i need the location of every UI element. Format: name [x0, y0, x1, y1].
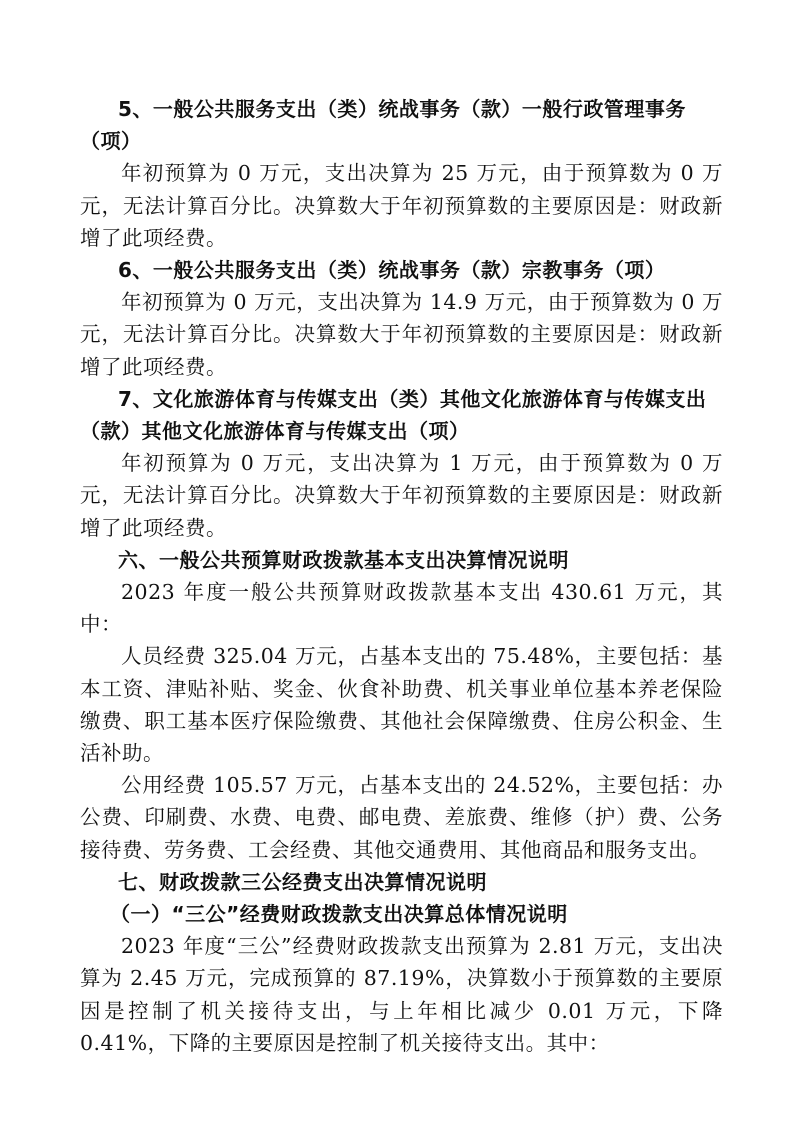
- item-5-paragraph: 年初预算为 0 万元，支出决算为 25 万元，由于预算数为 0 万元，无法计算百分比。决算数大于年初预算数的主要原因是：财政新增了此项经费。: [80, 161, 723, 250]
- section-7-title: 七、财政拨款三公经费支出决算情况说明: [118, 869, 487, 894]
- section-6-intro: 2023 年度一般公共预算财政拨款基本支出 430.61 万元，其中：: [80, 580, 723, 637]
- public-expense-paragraph: 公用经费 105.57 万元，占基本支出的 24.52%，主要包括：办公费、印刷费、水费、电费、邮电费、差旅费、维修（护）费、公务接待费、劳务费、工会经费、其他交通费用、其他商品和服务支出。: [80, 773, 723, 862]
- section-6-title: 六、一般公共预算财政拨款基本支出决算情况说明: [118, 547, 569, 572]
- item-7-paragraph: 年初预算为 0 万元，支出决算为 1 万元，由于预算数为 0 万元，无法计算百分比。决算数大于年初预算数的主要原因是：财政新增了此项经费。: [80, 451, 723, 540]
- three-public-expense-paragraph: 2023 年度“三公”经费财政拨款支出预算为 2.81 万元，支出决算为 2.45 万元，完成预算的 87.19%，决算数小于预算数的主要原因是控制了机关接待支出，与上年相比减少 0.01 万元，下降 0.41%，下降的主要原因是控制了机关接待支出。其中：: [80, 934, 723, 1055]
- document-page: [80, 93, 723, 1059]
- item-7-heading: 7、文化旅游体育与传媒支出（类）其他文化旅游体育与传媒支出（款）其他文化旅游体育与传媒支出（项）: [80, 386, 707, 444]
- item-6-paragraph: 年初预算为 0 万元，支出决算为 14.9 万元，由于预算数为 0 万元，无法计算百分比。决算数大于年初预算数的主要原因是：财政新增了此项经费。: [80, 290, 723, 379]
- item-5-heading: 5、一般公共服务支出（类）统战事务（款）一般行政管理事务（项）: [80, 97, 686, 154]
- section-7-subtitle: （一）“三公”经费财政拨款支出决算总体情况说明: [110, 902, 568, 927]
- personnel-expense-paragraph: 人员经费 325.04 万元，占基本支出的 75.48%，主要包括：基本工资、津贴补贴、奖金、伙食补助费、机关事业单位基本养老保险缴费、职工基本医疗保险缴费、其他社会保障缴费、住房公积金、生活补助。: [80, 644, 723, 766]
- item-6-heading: 6、一般公共服务支出（类）统战事务（款）宗教事务（项）: [118, 258, 666, 283]
